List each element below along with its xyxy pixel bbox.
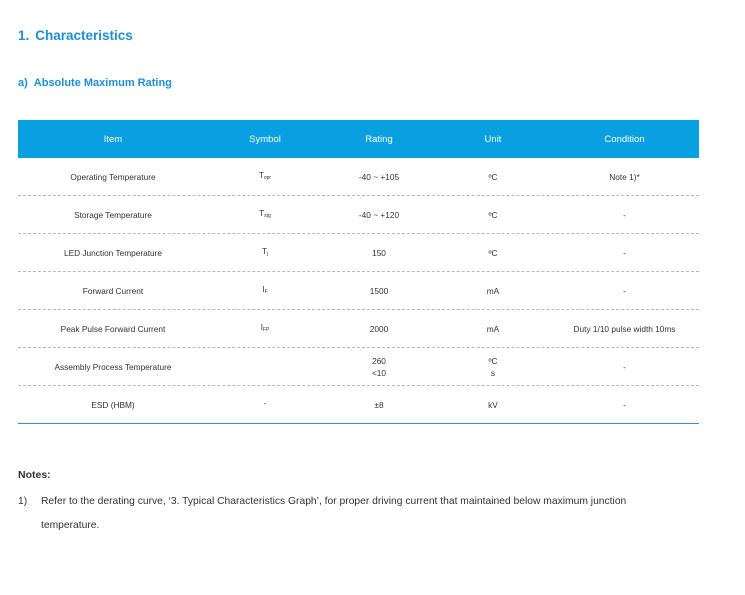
cell-symbol: - [263,398,267,408]
header-condition: Condition [604,133,645,145]
notes-title: Notes: [18,469,51,481]
cell-item: Operating Temperature [70,171,156,182]
cell-condition: - [623,247,626,258]
table-row [18,196,699,234]
cell-symbol: $T_j$ [261,246,268,257]
cell-rating: 150 [372,247,386,258]
cell-symbol: $I_F$ [262,284,268,295]
table-row [18,386,699,423]
cell-condition: - [623,361,626,372]
cell-item: Storage Temperature [74,209,152,220]
cell-symbol: $T_{opr}$ [258,170,272,181]
section-number: 1. [18,28,30,43]
header-unit: Unit [484,133,502,145]
absolute-maximum-rating-table [18,120,699,424]
cell-unit: ºC s [488,355,498,378]
cell-condition: - [623,399,626,410]
cell-rating: 1500 [369,285,389,296]
section-title: Characteristics [35,28,133,43]
cell-unit: mA [486,323,500,334]
section-heading [18,28,133,43]
cell-item: Peak Pulse Forward Current [60,323,166,334]
table-header-row [18,120,699,158]
table-row [18,310,699,348]
cell-condition: - [623,285,626,296]
cell-condition: Duty 1/10 pulse width 10ms [573,323,676,334]
cell-item: Assembly Process Temperature [54,361,172,372]
header-item: Item [103,133,123,145]
header-symbol: Symbol [249,133,281,145]
cell-rating: -40 ~ +105 [358,171,400,182]
cell-unit: ºC [488,247,498,258]
cell-unit: mA [486,285,500,296]
header-rating: Rating [365,133,393,145]
table-row [18,272,699,310]
cell-condition: - [623,209,626,220]
subsection-number: a) [18,77,28,89]
note-text: Refer to the derating curve, ‘3. Typical Characteristics Graph’, for proper driving current that maintained below maximum junction temperature. [41,496,627,531]
cell-item: ESD (HBM) [91,399,135,410]
table-row [18,234,699,272]
cell-item: LED Junction Temperature [63,247,163,258]
subsection-heading [18,77,172,89]
cell-rating: -40 ~ +120 [358,209,400,220]
cell-unit: kV [488,399,498,410]
cell-unit: ºC [488,209,498,220]
cell-rating: ±8 [374,399,384,410]
cell-item: Forward Current [82,285,144,296]
cell-unit: ºC [488,171,498,182]
cell-condition: Note 1)* [609,171,640,182]
table-row [18,348,699,386]
table-row [18,158,699,196]
cell-symbol: $I_{FP}$ [260,322,270,333]
cell-rating: 2000 [369,323,389,334]
cell-rating: 260 <10 [371,355,387,378]
note-number: 1) [18,496,28,507]
subsection-title: Absolute Maximum Rating [33,77,172,89]
cell-symbol: $T_{stg}$ [259,208,271,219]
note-item [18,490,678,538]
